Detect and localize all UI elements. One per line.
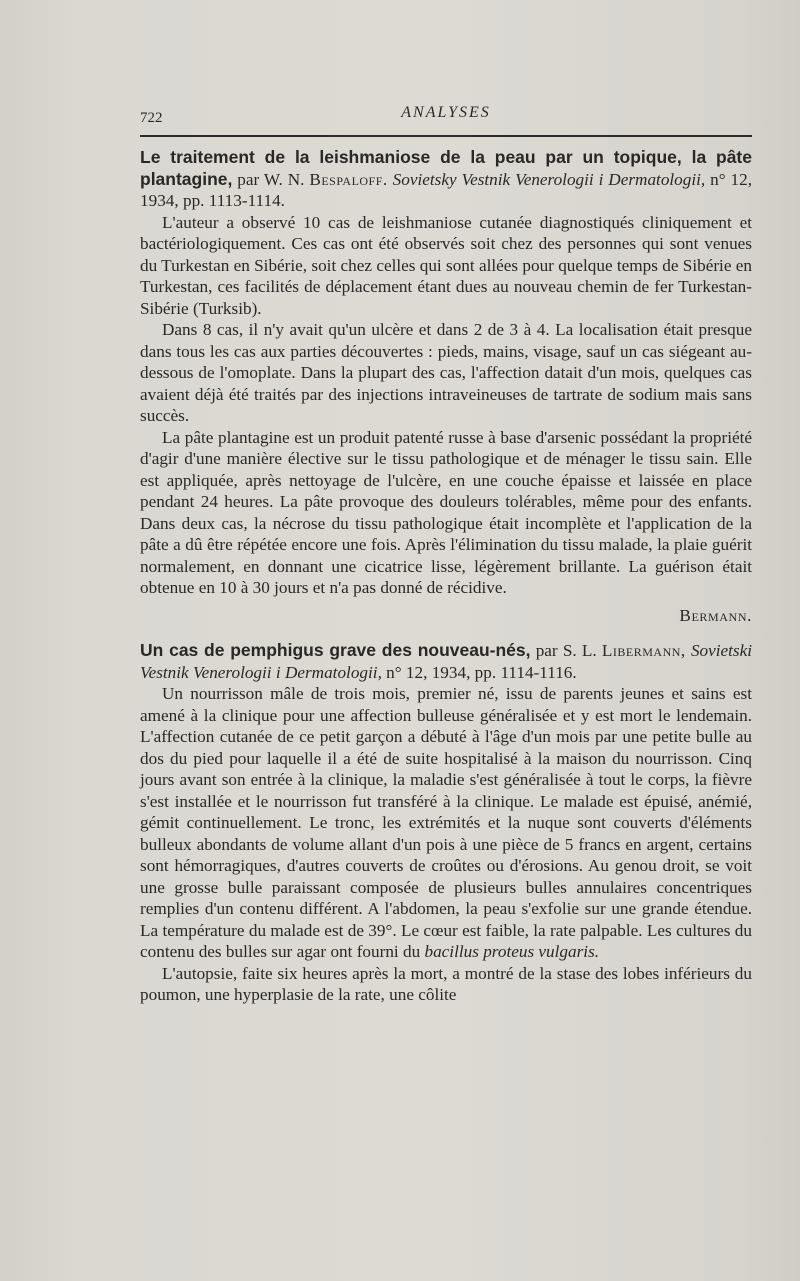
page-header	[140, 100, 752, 130]
citation: n° 12, 1934, pp. 1114-1116.	[386, 662, 577, 682]
article-leishmaniose	[140, 147, 752, 626]
organism-name: bacillus proteus vulgaris.	[424, 942, 600, 961]
article-title: Un cas de pemphigus grave des nouveau-nés,	[140, 640, 531, 660]
paragraph-text: Un nourrisson mâle de trois mois, premier né, issu de parents jeunes et sains est amené à la clinique pour une affection bulleuse généralisée et y est mort le lendemain. L'affection cutanée de ce petit garçon a débuté à l'âge d'un mois par une petite bulle au dos du pied pour laquelle il a été de suite hospitalisé à la maison du nourrisson. Cinq jours avant son entrée à la clinique, la maladie s'est généralisée à tout le corps, la fièvre s'est installée et le nourrisson fut transféré à la clinique. Le malade est épuisé, anémié, gémit continuellement. Le tronc, les extrémités et la nuque sont couverts d'éléments bulleux abondants de volume allant d'un pois à une pièce de 5 francs en argent, certains sont hémorragiques, d'autres couverts de croûtes ou d'érosions. Au genou droit, se voit une grosse bulle paraissant composée de plusieurs bulles annulaires concentriques remplies d'un contenu différent. A l'abdomen, la peau s'exfolie sur une grande étendue. La température du malade est de 39°. Le cœur est faible, la rate palpable. Les cultures du contenu des bulles sur agar ont fourni du	[140, 684, 752, 961]
article-title: Le traitement de la leishmaniose de la peau par un topique, la pâte plantagine,	[140, 147, 752, 189]
header-rule	[140, 135, 752, 137]
article-by: par	[237, 169, 260, 189]
page-number: 722	[140, 110, 163, 126]
reviewer-signature: Bermann.	[679, 605, 752, 625]
paragraph: L'autopsie, faite six heures après la mort, a montré de la stase des lobes inférieurs du poumon, une hyperplasie de la rate, une côlite	[140, 963, 752, 1004]
paragraph: La pâte plantagine est un produit patenté russe à base d'arsenic possédant la propriété d'agir d'une manière élective sur le tissu pathologique et de ménager le tissu sain. Elle est appliquée, après nettoyage de l'ulcère, en une couche épaisse et laissée en place pendant 24 heures. La pâte provoque des douleurs tolérables, même pour des enfants. Dans deux cas, la nécrose du tissu pathologique était incomplète et l'application de la pâte a dû être répétée encore une fois. Après l'élimination du tissu malade, la plaie guérit normalement, en donnant une cicatrice lisse, légèrement brillante. La guérison était obtenue en 10 à 30 jours et n'a pas donné de récidive.	[140, 427, 752, 597]
author-initials: W. N.	[263, 169, 305, 189]
article-by: par	[535, 641, 558, 660]
article-pemphigus	[140, 640, 752, 1006]
author-initials: S. L.	[562, 641, 597, 660]
article-heading	[140, 640, 752, 683]
journal-name: Sovietski Vestnik Venerologii i Dermatologii,	[140, 641, 753, 682]
paragraph: L'auteur a observé 10 cas de leishmaniose cutanée diagnostiqués cliniquement et bactériologiquement. Ces cas ont été observés soit chez des personnes qui sont venues du Turkestan en Sibérie, soit chez celles qui sont allées pour quelque temps de Sibérie en Turkestan, ces facilités de déplacement étant dues au nouveau chemin de fer Turkestan-Sibérie (Turksib).	[140, 212, 752, 318]
journal-name: Sovietsky Vestnik Venerologii i Dermatologii,	[392, 169, 706, 189]
running-title: ANALYSES	[401, 104, 491, 121]
author-name: Bespaloff.	[309, 169, 388, 189]
paragraph	[140, 683, 752, 963]
citation: n° 12, 1934, pp. 1113-1114.	[140, 169, 753, 210]
page-body	[140, 147, 752, 1006]
paragraph: Dans 8 cas, il n'y avait qu'un ulcère et dans 2 de 3 à 4. La localisation était presque dans tous les cas aux parties découvertes : pieds, mains, visage, sauf un cas siégeant au-dessous de l'omoplate. Dans la plupart des cas, l'affection datait d'un mois, quelques cas avaient déjà été traités par des injections intraveineuses de tartrate de sodium mais sans succès.	[140, 320, 752, 425]
article-heading	[140, 147, 752, 212]
author-name: Libermann,	[601, 641, 686, 660]
